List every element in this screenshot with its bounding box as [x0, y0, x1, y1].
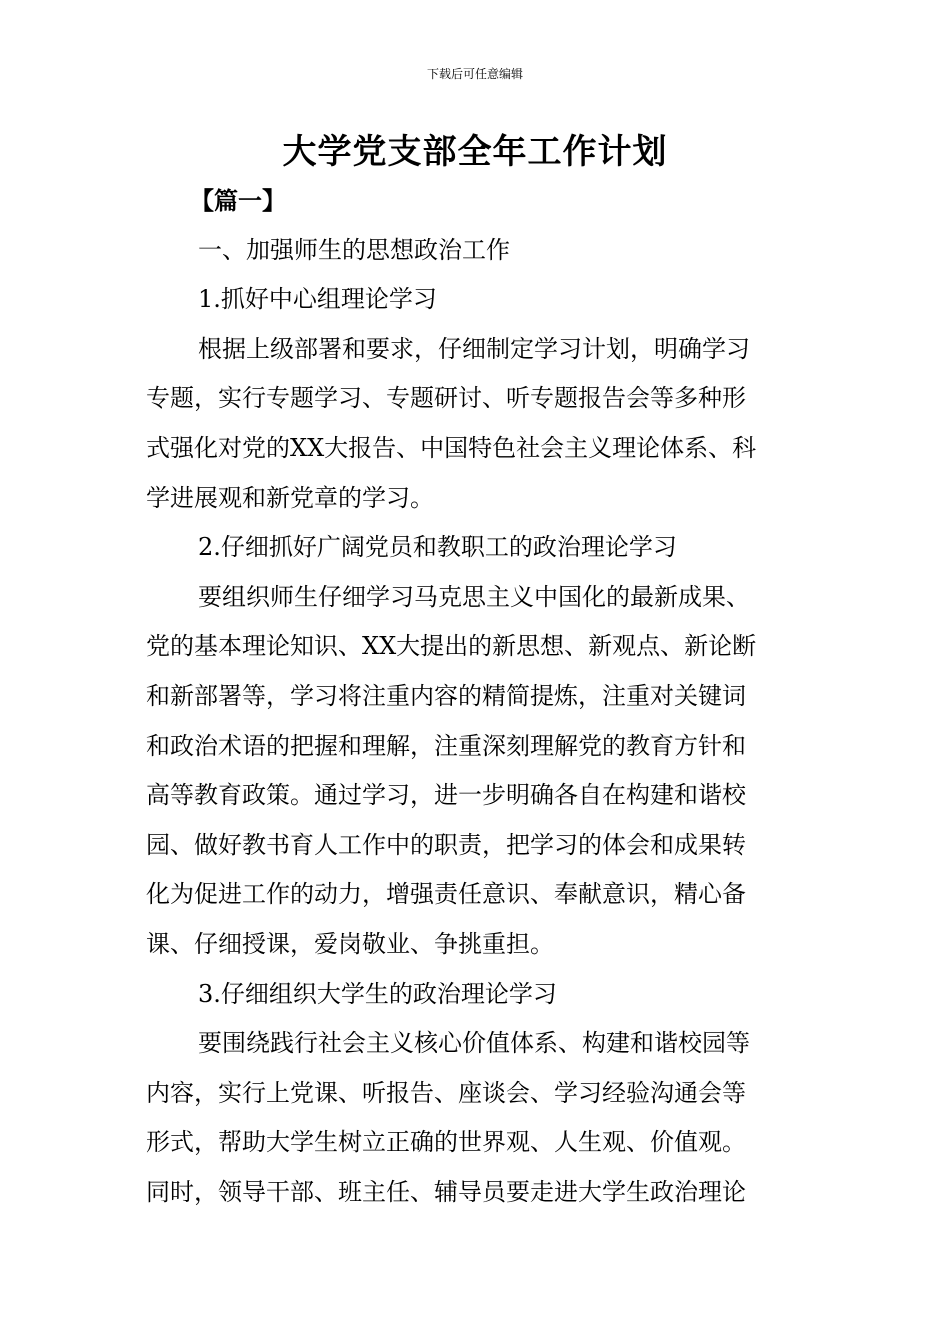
paragraph-line: 同时，领导干部、班主任、辅导员要走进大学生政治理论 [146, 1177, 746, 1206]
paragraph-line: 化为促进工作的动力，增强责任意识、奉献意识，精心备 [146, 880, 746, 909]
paragraph-line: 内容，实行上党课、听报告、座谈会、学习经验沟通会等 [146, 1078, 746, 1107]
paragraph-line: 形式，帮助大学生树立正确的世界观、人生观、价值观。 [146, 1128, 746, 1157]
paragraph-line: 式强化对党的XX大报告、中国特色社会主义理论体系、科 [146, 433, 757, 462]
page-header-note: 下载后可任意编辑 [426, 67, 523, 81]
heading-line: 一、加强师生的思想政治工作 [198, 235, 510, 264]
paragraph-line: 课、仔细授课，爱岗敬业、争挑重担。 [146, 929, 554, 958]
document-body [146, 176, 816, 1217]
paragraph-line: 要组织师生仔细学习马克思主义中国化的最新成果、 [198, 582, 750, 611]
subheading-line: 2.仔细抓好广阔党员和教职工的政治理论学习 [198, 533, 677, 562]
paragraph-line: 高等教育政策。通过学习，进一步明确各自在构建和谐校 [146, 781, 746, 810]
paragraph-line: 党的基本理论知识、XX大提出的新思想、新观点、新论断 [146, 632, 757, 661]
section-label: 【篇一】 [190, 186, 286, 215]
document-title: 大学党支部全年工作计划 [282, 132, 668, 172]
paragraph-line: 园、做好教书育人工作中的职责，把学习的体会和成果转 [146, 830, 746, 859]
paragraph-line: 和新部署等，学习将注重内容的精简提炼，注重对关键词 [146, 681, 746, 710]
subheading-line: 3.仔细组织大学生的政治理论学习 [198, 979, 557, 1008]
paragraph-line: 要围绕践行社会主义核心价值体系、构建和谐校园等 [198, 1029, 750, 1058]
paragraph-line: 和政治术语的把握和理解，注重深刻理解党的教育方针和 [146, 731, 746, 760]
paragraph-line: 根据上级部署和要求，仔细制定学习计划，明确学习 [198, 334, 750, 363]
paragraph-line: 学进展观和新党章的学习。 [146, 483, 434, 512]
paragraph-line: 专题，实行专题学习、专题研讨、听专题报告会等多种形 [146, 384, 746, 413]
subheading-line: 1.抓好中心组理论学习 [198, 285, 437, 314]
